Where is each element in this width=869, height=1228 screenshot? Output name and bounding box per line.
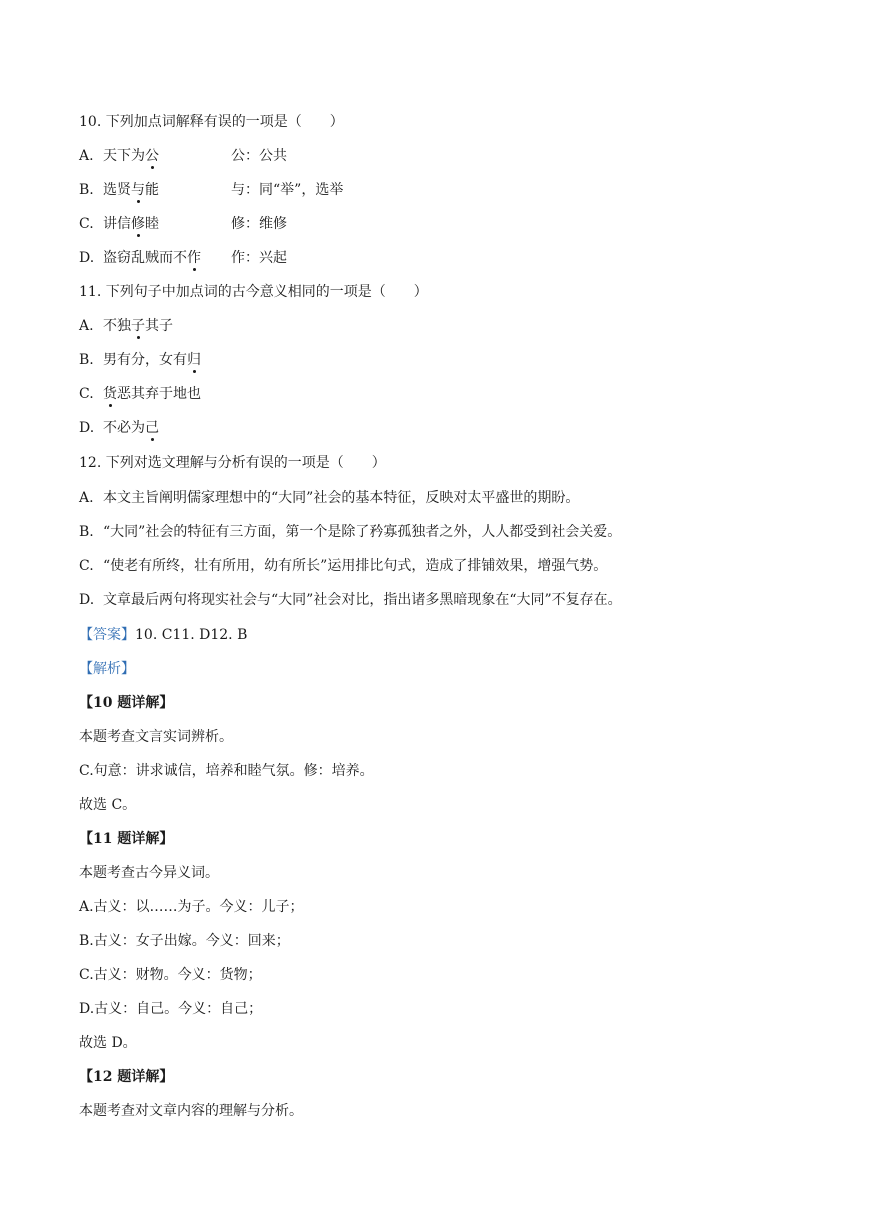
option-text-after: 睦 bbox=[145, 216, 159, 232]
q10-option-b bbox=[79, 181, 343, 199]
question-10-stem: 10. 下列加点词解释有误的一项是（ ） bbox=[79, 114, 344, 130]
detail-11-title: 【11 题详解】 bbox=[79, 831, 174, 847]
detail-10-line: C.句意：讲求诚信，培养和睦气氛。修：培养。 bbox=[79, 763, 374, 779]
option-text: 本文主旨阐明儒家理想中的“大同”社会的基本特征，反映对太平盛世的期盼。 bbox=[103, 490, 580, 506]
q10-option-c bbox=[79, 215, 287, 233]
option-text bbox=[103, 249, 231, 267]
option-text: “使老有所终，壮有所用，幼有所长”运用排比句式，造成了排铺效果，增强气势。 bbox=[103, 558, 608, 574]
detail-11-line: B.古义：女子出嫁。今义：回来； bbox=[79, 933, 290, 949]
option-label: C. bbox=[79, 558, 94, 574]
answer-tag: 【答案】 bbox=[79, 627, 135, 643]
q10-option-d bbox=[79, 249, 287, 267]
option-label: B. bbox=[79, 352, 94, 368]
option-label: D. bbox=[79, 420, 95, 436]
question-11-stem: 11. 下列句子中加点词的古今意义相同的一项是（ ） bbox=[79, 284, 428, 300]
q12-option-b bbox=[79, 523, 621, 541]
option-text-before: 选贤 bbox=[103, 182, 131, 198]
option-label: C. bbox=[79, 216, 94, 232]
option-gloss: 公：公共 bbox=[231, 148, 287, 164]
option-label: D. bbox=[79, 592, 95, 608]
dotted-word: 货 bbox=[103, 386, 117, 402]
detail-10-title: 【10 题详解】 bbox=[79, 695, 174, 711]
question-12-stem: 12. 下列对选文理解与分析有误的一项是（ ） bbox=[79, 455, 386, 471]
dotted-word: 修 bbox=[131, 216, 145, 232]
q11-option-a bbox=[79, 317, 173, 335]
option-text-before: 不必为 bbox=[103, 420, 145, 436]
analysis-tag: 【解析】 bbox=[79, 661, 135, 677]
option-text-before: 天下为 bbox=[103, 148, 145, 164]
dotted-word: 己 bbox=[145, 420, 159, 436]
q11-option-b bbox=[79, 351, 201, 369]
option-text-after: 恶其弃于地也 bbox=[117, 386, 201, 402]
q12-option-a bbox=[79, 489, 579, 507]
option-text-before: 男有分，女有 bbox=[103, 352, 187, 368]
q12-option-d bbox=[79, 591, 622, 609]
option-text-before: 盗窃乱贼而不 bbox=[103, 250, 187, 266]
option-gloss: 作：兴起 bbox=[231, 250, 287, 266]
option-label: A. bbox=[79, 148, 94, 164]
detail-11-line: D.古义：自己。今义：自己； bbox=[79, 1001, 263, 1017]
option-text bbox=[103, 215, 231, 233]
answer-line bbox=[79, 626, 247, 644]
dotted-word: 公 bbox=[145, 148, 159, 164]
option-text-after: 其子 bbox=[145, 318, 173, 334]
q12-option-c bbox=[79, 557, 607, 575]
q11-option-c bbox=[79, 385, 201, 403]
dotted-word: 归 bbox=[187, 352, 201, 368]
option-text-before: 不独 bbox=[103, 318, 131, 334]
option-label: D. bbox=[79, 250, 95, 266]
option-label: A. bbox=[79, 490, 94, 506]
detail-11-line: 故选 D。 bbox=[79, 1035, 137, 1051]
option-text bbox=[103, 181, 231, 199]
dotted-word: 与 bbox=[131, 182, 145, 198]
detail-12-line: 本题考查对文章内容的理解与分析。 bbox=[79, 1103, 303, 1119]
dotted-word: 子 bbox=[131, 318, 145, 334]
detail-11-line: 本题考查古今异义词。 bbox=[79, 865, 219, 881]
option-text bbox=[103, 147, 231, 165]
option-label: A. bbox=[79, 318, 94, 334]
option-text: “大同”社会的特征有三方面，第一个是除了矜寡孤独者之外，人人都受到社会关爱。 bbox=[103, 524, 622, 540]
dotted-word: 作 bbox=[187, 250, 201, 266]
detail-12-title: 【12 题详解】 bbox=[79, 1069, 174, 1085]
option-text: 文章最后两句将现实社会与“大同”社会对比，指出诸多黑暗现象在“大同”不复存在。 bbox=[103, 592, 622, 608]
detail-10-line: 本题考查文言实词辨析。 bbox=[79, 729, 233, 745]
option-gloss: 修：维修 bbox=[231, 216, 287, 232]
option-label: B. bbox=[79, 524, 94, 540]
detail-10-line: 故选 C。 bbox=[79, 797, 137, 813]
detail-11-line: C.古义：财物。今义：货物； bbox=[79, 967, 262, 983]
option-gloss: 与：同“举”，选举 bbox=[231, 182, 344, 198]
q11-option-d bbox=[79, 419, 159, 437]
option-label: C. bbox=[79, 386, 94, 402]
option-text-after: 能 bbox=[145, 182, 159, 198]
answer-text: 10. C11. D12. B bbox=[135, 627, 248, 643]
option-label: B. bbox=[79, 182, 94, 198]
detail-11-line: A.古义：以……为子。今义：儿子； bbox=[79, 899, 304, 915]
q10-option-a bbox=[79, 147, 287, 165]
option-text-before: 讲信 bbox=[103, 216, 131, 232]
